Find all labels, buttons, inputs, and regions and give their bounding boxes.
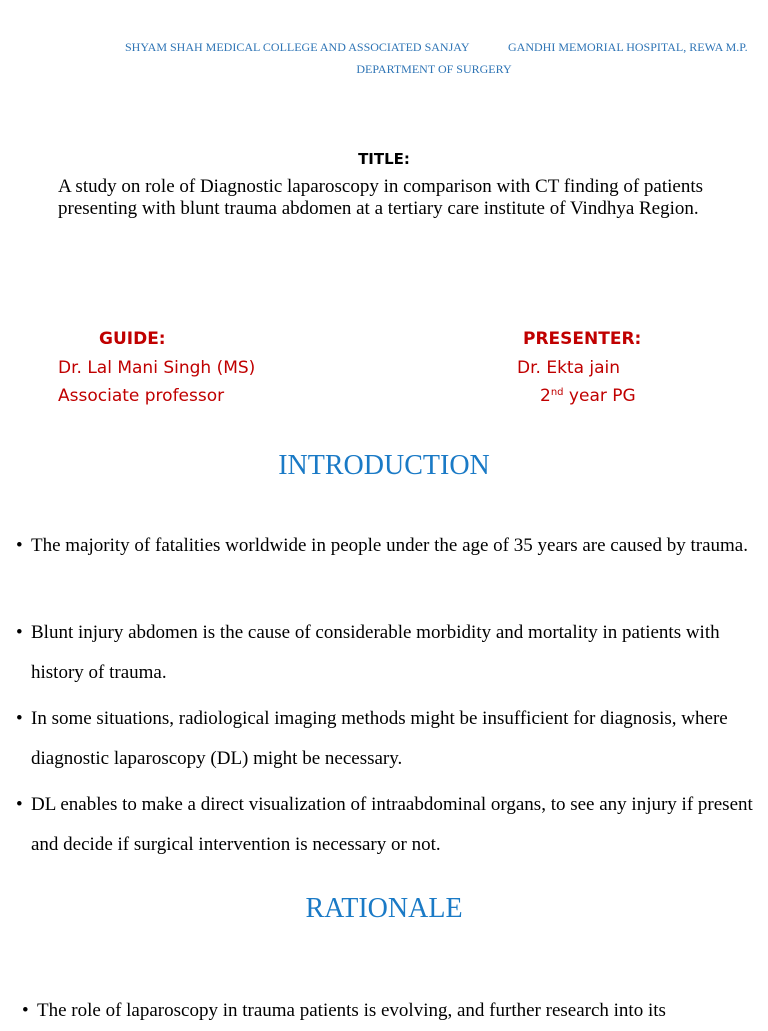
bullet-glyph: • (16, 535, 23, 556)
bullet-glyph: • (16, 622, 23, 643)
bullet-text: In some situations, radiological imaging methods might be insufficient for diagnosis, where diagnostic laparoscopy (DL) might be necessary. (31, 708, 728, 769)
list-item (16, 613, 756, 693)
presenter-year (540, 386, 636, 406)
introduction-heading: INTRODUCTION (278, 450, 490, 481)
presenter-name: Dr. Ekta jain (517, 358, 621, 378)
header-institution-left: SHYAM SHAH MEDICAL COLLEGE AND ASSOCIATED SANJAY (125, 40, 470, 54)
bullet-glyph: • (16, 708, 23, 729)
presenter-label: PRESENTER: (523, 329, 642, 349)
title-text: A study on role of Diagnostic laparoscopy in comparison with CT finding of patients presenting with blunt trauma abdomen at a tertiary care institute of Vindhya Region. (58, 176, 704, 219)
list-item (22, 991, 762, 1031)
bullet-glyph: • (16, 794, 23, 815)
bullet-text: The majority of fatalities worldwide in people under the age of 35 years are caused by trauma. (31, 535, 748, 556)
bullet-text: The role of laparoscopy in trauma patients is evolving, and further research into its (37, 1000, 666, 1021)
presenter-year-number: 2 (540, 386, 551, 406)
bullet-text: DL enables to make a direct visualization of intraabdominal organs, to see any injury if present and decide if surgical intervention is necessary or not. (31, 794, 753, 855)
guide-name: Dr. Lal Mani Singh (MS) (58, 358, 256, 378)
title-label: TITLE: (358, 150, 410, 168)
bullet-glyph: • (22, 1000, 29, 1021)
header-institution-right: GANDHI MEMORIAL HOSPITAL, REWA M.P. (508, 40, 748, 54)
list-item (16, 699, 756, 779)
guide-designation: Associate professor (58, 386, 225, 406)
presenter-year-suffix: nd (550, 387, 564, 398)
list-item (16, 526, 756, 566)
bullet-text: Blunt injury abdomen is the cause of considerable morbidity and mortality in patients with history of trauma. (31, 622, 720, 683)
list-item (16, 785, 756, 865)
rationale-heading: RATIONALE (305, 893, 463, 924)
guide-label: GUIDE: (99, 329, 166, 349)
presenter-year-rest: year PG (563, 386, 636, 406)
header-department: DEPARTMENT OF SURGERY (356, 62, 512, 76)
